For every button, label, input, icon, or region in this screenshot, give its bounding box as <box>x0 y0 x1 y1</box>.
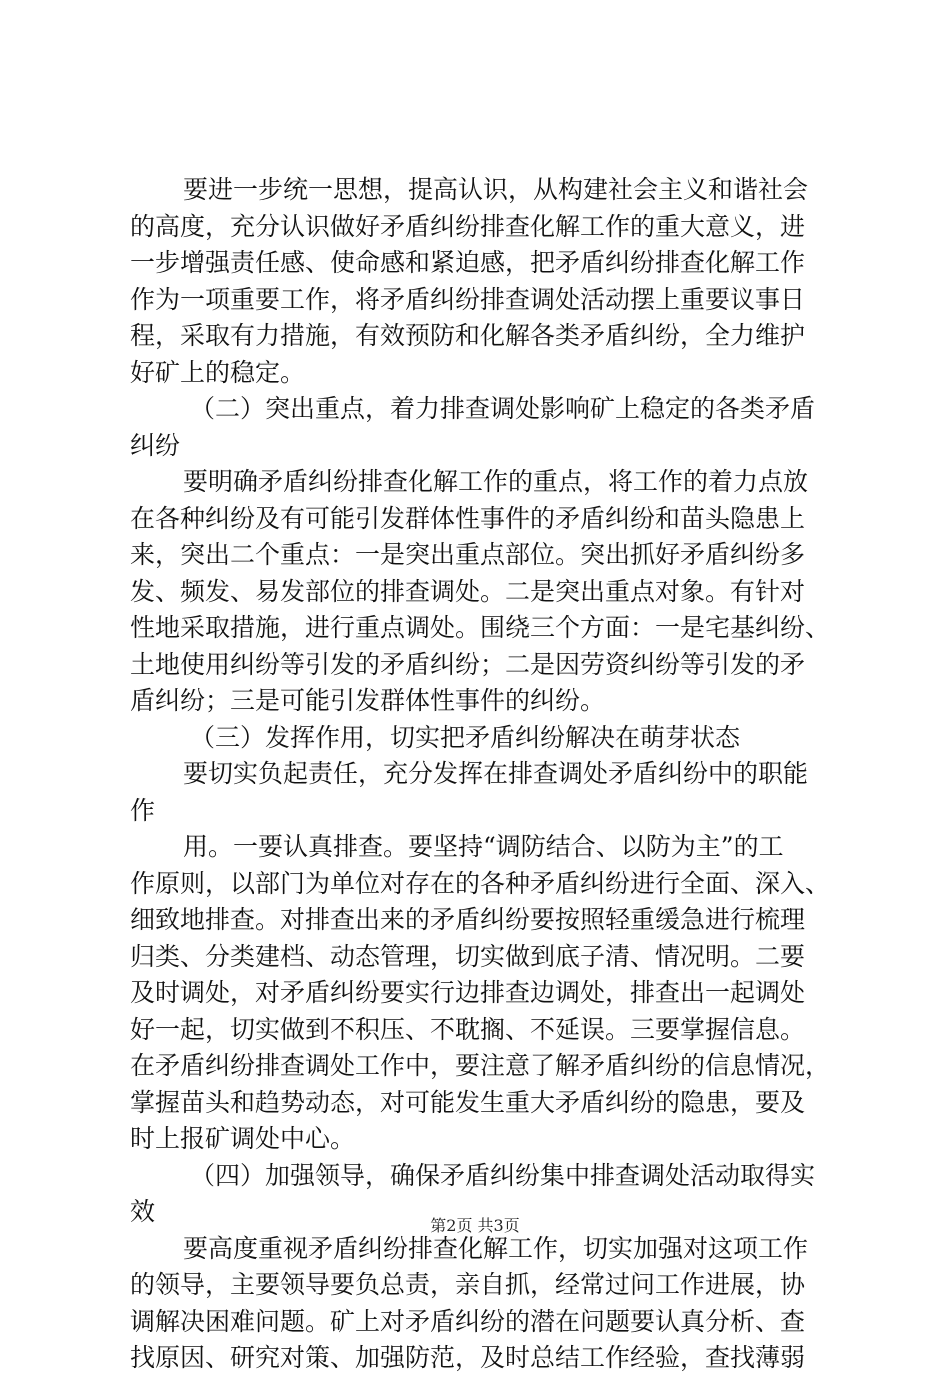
text-line: 的高度，充分认识做好矛盾纠纷排查化解工作的重大意义，进 <box>130 211 806 241</box>
text-line: 要高度重视矛盾纠纷排查化解工作，切实加强对这项工作 <box>183 1233 809 1263</box>
section-heading-line: （二）突出重点，着力排查调处影响矿上稳定的各类矛盾 <box>190 394 816 423</box>
text-line: 好一起，切实做到不积压、不耽搁、不延误。三要掌握信息。 <box>130 1014 806 1044</box>
section-heading-line: （四）加强领导，确保矛盾纠纷集中排查调处活动取得实 <box>190 1160 816 1190</box>
section-heading-line: （三）发挥作用，切实把矛盾纠纷解决在萌芽状态 <box>190 722 741 752</box>
text-line: 作为一项重要工作，将矛盾纠纷排查调处活动摆上重要议事日 <box>130 284 806 314</box>
text-line: 调解决困难问题。矿上对矛盾纠纷的潜在问题要认真分析、查 <box>130 1306 806 1336</box>
page-number-footer: 第2页 共3页 <box>430 1216 520 1235</box>
text-line: 要明确矛盾纠纷排查化解工作的重点，将工作的着力点放 <box>183 467 809 496</box>
text-line: 作原则，以部门为单位对存在的各种矛盾纠纷进行全面、深入、 <box>130 868 830 898</box>
text-line: 的领导，主要领导要负总责，亲自抓，经常过问工作进展，协 <box>130 1270 806 1299</box>
text-line: 要进一步统一思想，提高认识，从构建社会主义和谐社会 <box>183 175 809 204</box>
section-heading-line: 纠纷 <box>130 430 181 460</box>
text-line: 土地使用纠纷等引发的矛盾纠纷；二是因劳资纠纷等引发的矛 <box>130 649 806 679</box>
text-line: 在矛盾纠纷排查调处工作中，要注意了解矛盾纠纷的信息情况， <box>130 1051 830 1080</box>
text-line: 时上报矿调处中心。 <box>130 1124 356 1153</box>
text-line: 好矿上的稳定。 <box>130 357 306 387</box>
text-line: 找原因、研究对策、加强防范，及时总结工作经验，查找薄弱 <box>130 1343 806 1372</box>
text-line: 及时调处，对矛盾纠纷要实行边排查边调处，排查出一起调处 <box>130 978 806 1007</box>
text-line: 性地采取措施，进行重点调处。围绕三个方面：一是宅基纠纷、 <box>130 613 830 642</box>
text-line: 归类、分类建档、动态管理，切实做到底子清、情况明。二要 <box>130 941 806 971</box>
text-line: 盾纠纷；三是可能引发群体性事件的纠纷。 <box>130 686 606 715</box>
section-heading-line: 效 <box>130 1197 156 1226</box>
text-line: 用。一要认真排查。要坚持“调防结合、以防为主”的工 <box>183 832 784 861</box>
text-line: 在各种纠纷及有可能引发群体性事件的矛盾纠纷和苗头隐患上 <box>130 503 806 533</box>
text-line: 来，突出二个重点：一是突出重点部位。突出抓好矛盾纠纷多 <box>130 540 806 569</box>
text-line: 掌握苗头和趋势动态，对可能发生重大矛盾纠纷的隐患，要及 <box>130 1087 806 1117</box>
text-line: 程，采取有力措施，有效预防和化解各类矛盾纠纷，全力维护 <box>130 321 806 350</box>
text-line: 作 <box>130 795 156 825</box>
text-line: 要切实负起责任，充分发挥在排查调处矛盾纠纷中的职能 <box>183 759 809 788</box>
text-line: 发、频发、易发部位的排查调处。二是突出重点对象。有针对 <box>130 576 806 606</box>
text-line: 一步增强责任感、使命感和紧迫感，把矛盾纠纷排查化解工作 <box>130 248 806 277</box>
document-body <box>130 172 830 1377</box>
text-line: 细致地排查。对排查出来的矛盾纠纷要按照轻重缓急进行梳理 <box>130 905 806 934</box>
